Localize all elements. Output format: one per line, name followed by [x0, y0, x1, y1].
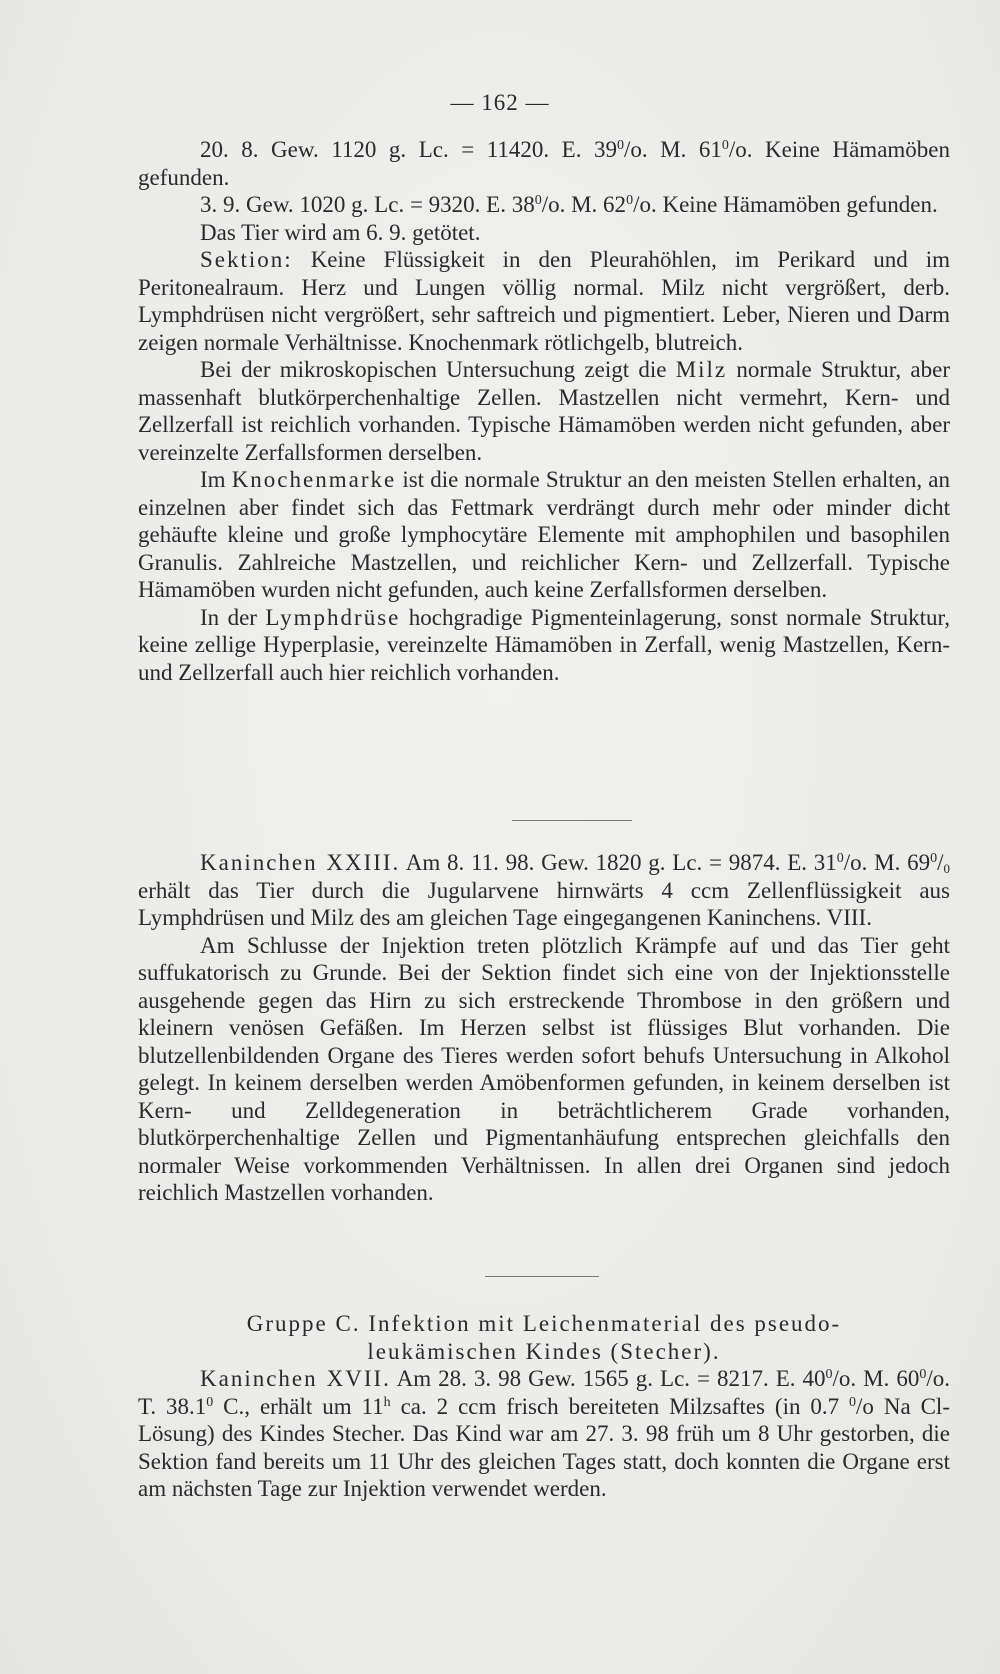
text-span: /o. M. 60 — [832, 1366, 920, 1391]
text-span: Bei der mikroskopischen Untersuchung zeigt die — [200, 357, 676, 382]
paragraph — [138, 246, 950, 356]
text-span: Keine Flüssigkeit in den Pleurahöhlen, im Perikard und im Peritonealraum. Herz und Lungen völlig normal. Milz nicht vergrößert, derb. Lymphdrüsen nicht vergrößert, sehr saftreich und pigmentiert. Leber, Nieren und Darm zeigen normale Verhältnisse. Knochenmark rötlichgelb, blutreich. — [138, 247, 950, 355]
paragraph: Das Tier wird am 6. 9. getötet. — [200, 219, 481, 245]
page-number: — 162 — — [450, 90, 550, 115]
superscript: 0 — [930, 851, 938, 866]
superscript: 0 — [825, 1367, 833, 1382]
text-block-continuation — [138, 136, 950, 686]
superscript: 0 — [616, 138, 624, 153]
text-span: /o. M. 61 — [623, 137, 722, 162]
text-span: hochgradige Pigmenteinlagerung, sonst normale Struktur, keine zellige Hyperplasie, vereinzelte Hämamöben in Zerfall, wenig Mastzellen, Kern- und Zellzerfall auch hier reichlich vorhanden. — [138, 604, 951, 685]
superscript: 0 — [534, 193, 542, 208]
text-span: 3. 9. Gew. 1020 g. Lc. = 9320. E. 38 — [200, 192, 535, 217]
text-span: Am 28. 3. 98 Gew. 1565 g. Lc. = 8217. E. 40 — [390, 1366, 826, 1391]
superscript: 0 — [206, 1394, 214, 1410]
heading-line: Gruppe C. Infektion mit Leichenmaterial des pseudo- — [246, 1311, 842, 1336]
text-span: /o Na Cl-Lösung) des Kindes Stecher. Das Kind war am 27. 3. 98 früh um 8 Uhr gestorben, die Sektion fand bereits um 11 Uhr des gleichen Tages statt, doch konnten die Organe erst am nächsten Tage zur Injektion verwendet werden. — [138, 1393, 950, 1501]
spaced-label: Milz — [675, 357, 728, 382]
paragraph — [138, 136, 950, 191]
paragraph — [138, 356, 950, 466]
subscript: 0 — [943, 861, 950, 876]
section-divider — [485, 1276, 599, 1277]
spaced-label: Sektion: — [200, 247, 293, 272]
paragraph — [138, 604, 950, 687]
superscript: h — [383, 1394, 391, 1410]
text-span: /o. Keine Hämamöben gefunden. — [633, 192, 938, 217]
superscript: 0 — [836, 851, 844, 866]
text-span: Am 8. 11. 98. Gew. 1820 g. Lc. = 9874. E. 31 — [400, 850, 837, 875]
text-span: 20. 8. Gew. 1120 g. Lc. = 11420. E. 39 — [200, 137, 617, 162]
spaced-label: Knochenmarke — [231, 467, 397, 492]
text-span: normale Struktur, aber massenhaft blutkörperchenhaltige Zellen. Mastzellen nicht vermehrt, Kern- und Zellzerfall ist reichlich vorhanden. Typische Hämamöben werden nicht gefunden, aber vereinzelte Zerfallsformen derselben. — [138, 357, 950, 465]
spaced-label: Lymphdrüse — [265, 604, 401, 630]
text-span: / — [937, 850, 944, 875]
text-span: erhält das Tier durch die Jugularvene hirnwärts 4 ccm Zellenflüssigkeit aus Lymphdrüsen und Milz des am gleichen Tage eingegangenen Kaninchens. VIII. — [138, 877, 950, 930]
text-span: /o. Keine Hämamöben gefunden. — [138, 137, 950, 190]
text-span: ist die normale Struktur an den meisten Stellen erhalten, an einzelnen aber findet sich das Fettmark verdrängt durch mehr oder minder dicht gehäufte kleine und große lymphocytäre Elemente mit amphophilen und basophilen Granulis. Zahlreiche Mastzellen, und reichlicher Kern- und Zellzerfall. Typische Hämamöben wurden nicht gefunden, auch keine Zerfallsformen derselben. — [138, 467, 950, 602]
group-heading — [138, 1310, 950, 1365]
text-span: ca. 2 ccm frisch bereiteten Milzsaftes (in 0.7 — [390, 1393, 850, 1419]
text-span: /o. M. 62 — [541, 192, 627, 217]
superscript: 0 — [721, 138, 729, 153]
text-span: /o. M. 69 — [843, 850, 931, 875]
text-span: Im — [200, 467, 232, 492]
paragraph: Am Schlusse der Injektion treten plötzlich Krämpfe auf und das Tier geht suffukatorisch zu Grunde. Bei der Sektion findet sich eine von der Injektionsstelle ausgehende gegen das Hirn zu sich erstreckende Thrombose in den größern und kleinern venösen Gefäßen. Im Herzen selbst ist flüssiges Blut vorhanden. Die blutzellenbildenden Organe des Tieres werden sofort behufs Untersuchung in Alkohol gelegt. In keinem derselben werden Amöbenformen gefunden, in keinem derselben ist Kern- und Zelldegeneration in beträchtlicherem Grade vorhanden, blutkörperchenhaltige Zellen und Pigmentanhäufung entsprechen gleichfalls den normaler Weise vorkommenden Verhältnissen. In allen drei Organen sind jedoch reichlich Mastzellen vorhanden. — [138, 932, 950, 1205]
spaced-label: Kaninchen XXIII. — [200, 850, 401, 875]
text-block-kaninchen-xxiii — [138, 849, 950, 1207]
superscript: 0 — [919, 1367, 927, 1382]
paragraph — [138, 191, 950, 219]
paragraph — [138, 849, 950, 932]
text-span: C., erhält um 11 — [213, 1393, 384, 1419]
superscript: 0 — [849, 1394, 857, 1410]
paragraph — [138, 466, 950, 604]
text-block-gruppe-c — [138, 1310, 950, 1503]
text-span: /o. T. 38.1 — [138, 1366, 950, 1419]
heading-line: leukämischen Kindes (Stecher). — [367, 1338, 721, 1364]
paragraph — [138, 1365, 950, 1503]
spaced-label: Kaninchen XVII. — [200, 1366, 391, 1391]
text-span: In der — [200, 604, 266, 630]
superscript: 0 — [626, 193, 634, 208]
section-divider — [512, 820, 632, 821]
